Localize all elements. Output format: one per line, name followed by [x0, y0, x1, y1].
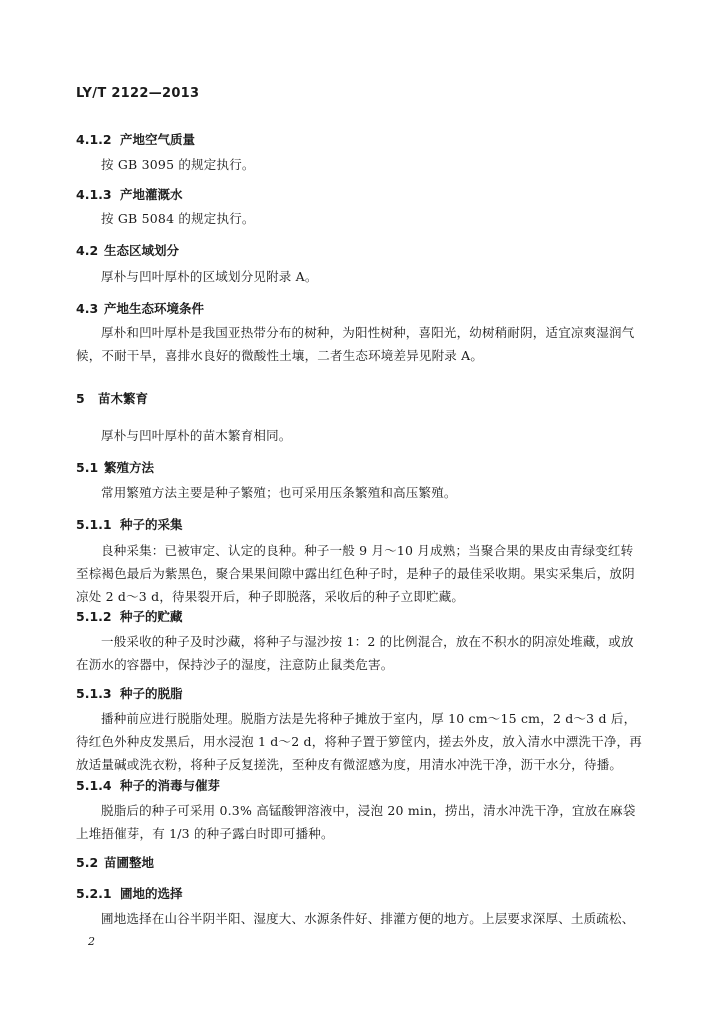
heading-number: 5.2.1 — [76, 886, 112, 901]
page-number: 2 — [88, 935, 95, 948]
paragraph: 厚朴与凹叶厚朴的苗木繁育相同。 — [101, 428, 292, 443]
heading-number: 5.1.3 — [76, 686, 112, 701]
heading-number: 4.2 — [76, 243, 99, 258]
heading-5-1-2 — [76, 607, 183, 625]
heading-number: 4.3 — [76, 301, 99, 316]
heading-number: 5 — [76, 391, 85, 406]
heading-5-1-4 — [76, 776, 220, 794]
paragraph: 厚朴和凹叶厚朴是我国亚热带分布的树种，为阳性树种，喜阳光，幼树稍耐阴，适宜凉爽湿润气候，不耐干旱，喜排水良好的微酸性土壤，二者生态环境差异见附录 A。 — [76, 325, 635, 363]
heading-4-1-3 — [76, 185, 183, 203]
paragraph: 按 GB 5084 的规定执行。 — [101, 211, 255, 226]
heading-title: 种子的脱脂 — [120, 686, 183, 701]
heading-number: 5.1.4 — [76, 778, 112, 793]
heading-5-1-3 — [76, 684, 183, 702]
heading-title: 圃地的选择 — [120, 886, 183, 901]
paragraph: 脱脂后的种子可采用 0.3% 高锰酸钾溶液中，浸泡 20 min，捞出，清水冲洗干净，宜放在麻袋上堆捂催芽，有 1/3 的种子露白时即可播种。 — [76, 803, 636, 841]
heading-title: 产地灌溉水 — [120, 187, 183, 202]
heading-5-2 — [76, 853, 154, 871]
heading-title: 种子的贮藏 — [120, 609, 183, 624]
heading-title: 种子的采集 — [120, 517, 183, 532]
heading-number: 5.1 — [76, 460, 99, 475]
heading-title: 生态区域划分 — [104, 243, 180, 258]
paragraph: 厚朴与凹叶厚朴的区域划分见附录 A。 — [101, 269, 318, 284]
heading-title: 产地生态环境条件 — [104, 301, 205, 316]
heading-number: 4.1.3 — [76, 187, 112, 202]
heading-number: 5.1.2 — [76, 609, 112, 624]
heading-title: 产地空气质量 — [120, 132, 196, 147]
paragraph: 按 GB 3095 的规定执行。 — [101, 157, 255, 172]
heading-title: 苗木繁育 — [98, 391, 149, 406]
heading-5-1 — [76, 458, 154, 476]
standard-code-header: LY/T 2122—2013 — [76, 86, 200, 101]
heading-4-1-2 — [76, 130, 195, 148]
heading-5-1-1 — [76, 515, 183, 533]
paragraph: 良种采集：已被审定、认定的良种。种子一般 9 月～10 月成熟；当聚合果的果皮由青绿变红转至棕褐色最后为紫黑色，聚合果果间隙中露出红色种子时，是种子的最佳采收期。果实采集后，放阴凉处 2 d～3 d，待果裂开后，种子即脱落，采收后的种子立即贮藏。 — [76, 543, 635, 604]
heading-title: 苗圃整地 — [104, 855, 155, 870]
heading-number: 5.1.1 — [76, 517, 112, 532]
heading-4-3 — [76, 299, 204, 317]
paragraph: 常用繁殖方法主要是种子繁殖；也可采用压条繁殖和高压繁殖。 — [101, 485, 457, 500]
paragraph: 一般采收的种子及时沙藏，将种子与湿沙按 1：2 的比例混合，放在不积水的阴凉处堆藏，或放在沥水的容器中，保持沙子的湿度，注意防止鼠类危害。 — [76, 634, 634, 672]
paragraph: 播种前应进行脱脂处理。脱脂方法是先将种子摊放于室内，厚 10 cm～15 cm，2 d～3 d 后，待红色外种皮发黑后，用水浸泡 1 d～2 d，将种子置于箩筐内，搓去外皮，放入清水中漂洗干净，再放适量碱或洗衣粉，将种子反复搓洗，至种皮有微涩感为度，用清水冲洗干净，沥干水分，待播。 — [76, 711, 642, 772]
paragraph: 圃地选择在山谷半阴半阳、湿度大、水源条件好、排灌方便的地方。上层要求深厚、土质疏松、 — [101, 911, 635, 926]
heading-5 — [76, 389, 148, 407]
heading-4-2 — [76, 241, 179, 259]
heading-title: 种子的消毒与催芽 — [120, 778, 221, 793]
heading-number: 5.2 — [76, 855, 99, 870]
heading-5-2-1 — [76, 884, 183, 902]
heading-title: 繁殖方法 — [104, 460, 155, 475]
heading-number: 4.1.2 — [76, 132, 112, 147]
